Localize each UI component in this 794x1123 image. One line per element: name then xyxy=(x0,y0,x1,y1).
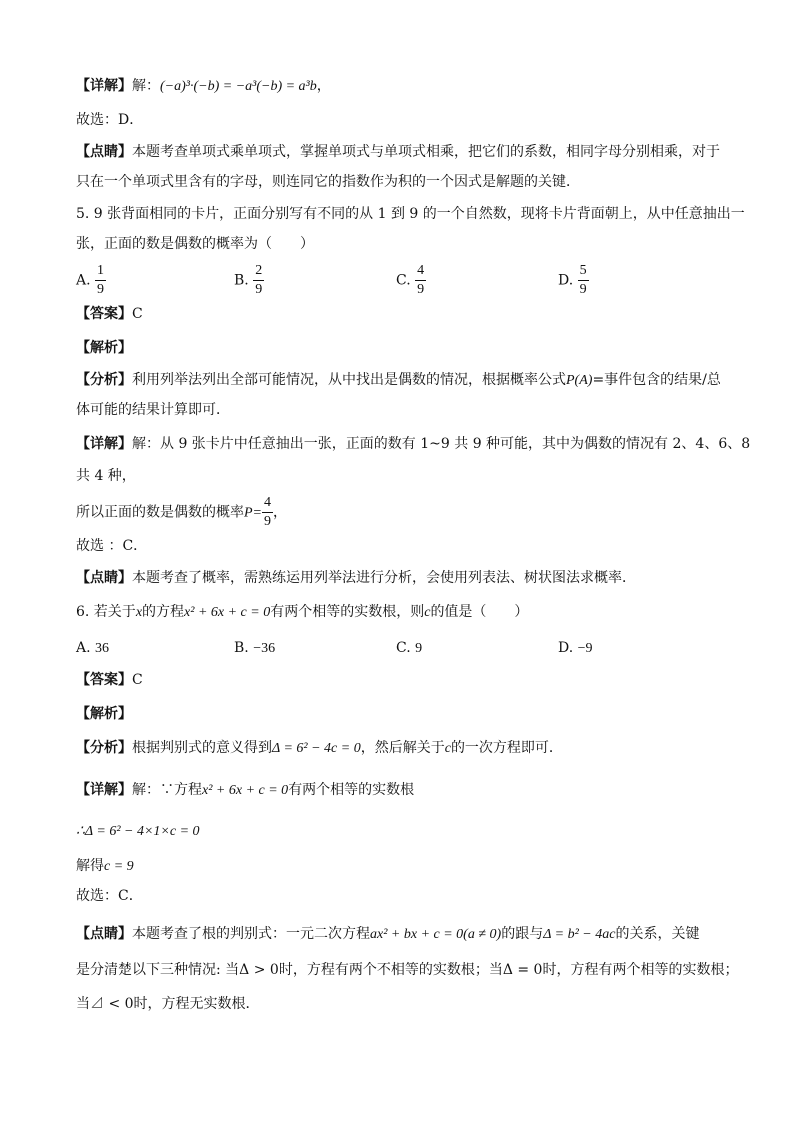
q6-stem-text: 的方程 xyxy=(142,604,185,620)
q6-detail-line xyxy=(76,780,414,801)
q5-comment-text: 本题考查了概率，需熟练运用列举法进行分析，会使用列表法、树状图法求概率． xyxy=(132,570,636,586)
q5-stem-line2: 张，正面的数是偶数的概率为（ ） xyxy=(76,236,314,252)
q6-option-letter: A. xyxy=(76,640,91,656)
q6-solve-line xyxy=(76,856,134,877)
q6-option-d xyxy=(558,638,593,659)
q5-detail-line2: 共 4 种， xyxy=(76,468,136,484)
fraction-denominator: 9 xyxy=(255,282,263,297)
q6-detail-text: 有两个相等的实数根 xyxy=(288,782,415,798)
q5-detail-text: 所以正面的数是偶数的概率 xyxy=(76,504,244,521)
q6-analyze-equation: Δ = 6² − 4c = 0 xyxy=(272,741,361,756)
q4-comment-line2: 只在一个单项式里含有的字母，则连同它的指数作为积的一个因式是解题的关键． xyxy=(76,174,580,190)
q6-therefore-line: ∴Δ = 6² − 4×1×c = 0 xyxy=(76,824,200,839)
fraction-denominator: 9 xyxy=(417,282,425,297)
q5-analysis-label: 【解析】 xyxy=(76,340,132,356)
fraction-numerator: 4 xyxy=(262,494,273,513)
q5-option-c xyxy=(396,262,426,299)
q6-comment-line2: 是分清楚以下三种情况: 当Δ > 0时，方程有两个不相等的实数根；当Δ = 0时，方程有两个相等的实数根； xyxy=(76,962,739,978)
q6-option-letter: B. xyxy=(234,640,249,656)
q5-detail-line1 xyxy=(76,434,750,454)
q6-option-value: −9 xyxy=(577,641,593,656)
comment-label: 【点睛】 xyxy=(76,570,132,586)
q6-analysis-label: 【解析】 xyxy=(76,706,132,722)
q5-probability-fraction xyxy=(262,494,273,531)
q5-option-fraction xyxy=(578,262,589,299)
q5-detail-tail: ， xyxy=(273,504,287,521)
q4-choice: 故选：D． xyxy=(76,112,144,128)
q5-option-letter: B. xyxy=(234,272,249,289)
q5-answer-line xyxy=(76,304,143,324)
fraction-denominator: 9 xyxy=(579,282,587,297)
q4-comment-line1 xyxy=(76,142,720,162)
fraction-numerator: 4 xyxy=(415,262,426,281)
q6-option-letter: D. xyxy=(558,640,574,656)
q6-analyze-text: 的一次方程即可． xyxy=(450,740,563,756)
comment-label: 【点睛】 xyxy=(76,926,132,942)
q5-analyze-line2: 体可能的结果计算即可． xyxy=(76,402,230,418)
q5-option-letter: D. xyxy=(558,272,574,289)
q4-detail-line xyxy=(76,76,331,97)
q6-analyze-text: 根据判别式的意义得到 xyxy=(132,740,272,756)
q5-detail-line3 xyxy=(76,494,287,531)
q5-analyze-formula: P(A) xyxy=(566,373,593,388)
q6-analyze-var-c: c xyxy=(444,741,451,756)
q6-detail-equation: x² + 6x + c = 0 xyxy=(202,783,289,798)
q5-choice: 故选 ：C． xyxy=(76,538,148,554)
q6-option-value: 36 xyxy=(95,641,110,656)
analyze-label: 【分析】 xyxy=(76,740,132,756)
detail-label: 【详解】 xyxy=(76,78,132,94)
fraction-denominator: 9 xyxy=(264,514,271,529)
q6-stem-equation: x² + 6x + c = 0 xyxy=(184,605,271,620)
q6-option-b xyxy=(234,638,275,659)
detail-label: 【详解】 xyxy=(76,436,132,452)
fraction-numerator: 5 xyxy=(578,262,589,281)
q6-stem-text: 有两个相等的实数根，则 xyxy=(270,604,425,620)
q6-choice: 故选：C． xyxy=(76,888,143,904)
q6-comment-equation: ax² + bx + c = 0(a ≠ 0) xyxy=(370,927,502,942)
q6-comment-line1 xyxy=(76,924,699,945)
q5-option-fraction xyxy=(253,262,264,299)
q6-option-c xyxy=(396,638,422,659)
comment-label: 【点睛】 xyxy=(76,144,132,160)
q5-probability-symbol: P= xyxy=(244,505,262,521)
q6-option-letter: C. xyxy=(396,640,411,656)
q6-detail-text: 解：∵方程 xyxy=(132,782,202,798)
q5-detail-text: 解：从 9 张卡片中任意抽出一张，正面的数有 1~9 共 9 种可能，其中为偶数的情况有 2、4、6、8 xyxy=(132,436,751,452)
q5-option-letter: A. xyxy=(76,272,91,289)
q5-option-d xyxy=(558,262,589,299)
q5-option-a xyxy=(76,262,106,299)
q6-analyze-text: ，然后解关于 xyxy=(360,740,445,756)
q6-stem xyxy=(76,602,528,623)
q6-stem-text: 的值是（ ） xyxy=(430,604,529,620)
q6-answer: C xyxy=(132,672,143,688)
q6-comment-text: 的跟与 xyxy=(501,926,544,942)
q5-analyze-line1 xyxy=(76,370,721,391)
q6-comment-line3: 当⊿ < 0时，方程无实数根． xyxy=(76,996,260,1012)
q5-stem-line1: 5. 9 张背面相同的卡片，正面分别写有不同的从 1 到 9 的一个自然数，现将卡片背面朝上，从中任意抽出一 xyxy=(76,206,745,222)
q5-analyze-text: 利用列举法列出全部可能情况，从中找出是偶数的情况，根据概率公式 xyxy=(132,372,566,388)
q6-option-a xyxy=(76,638,109,659)
q6-option-value: 9 xyxy=(415,641,423,656)
q6-comment-discriminant: Δ = b² − 4ac xyxy=(543,927,616,942)
q6-stem-text: 6. 若关于 xyxy=(76,604,136,620)
q6-option-value: −36 xyxy=(253,641,276,656)
answer-label: 【答案】 xyxy=(76,672,132,688)
detail-label: 【详解】 xyxy=(76,782,132,798)
analyze-label: 【分析】 xyxy=(76,372,132,388)
q4-comment-text: 本题考查单项式乘单项式，掌握单项式与单项式相乘，把它们的系数，相同字母分别相乘，对于 xyxy=(132,144,720,160)
q5-answer: C xyxy=(132,306,143,322)
q6-comment-text: 本题考查了根的判别式：一元二次方程 xyxy=(132,926,370,942)
q6-solve-text: 解得 xyxy=(76,858,104,874)
q6-analyze-line xyxy=(76,738,563,759)
q5-option-letter: C. xyxy=(396,272,411,289)
q4-detail-math: (−a)³·(−b) = −a³(−b) = a³b xyxy=(160,79,317,94)
q4-detail-tail: ， xyxy=(316,78,331,94)
q6-stem-var-x: x xyxy=(135,605,143,620)
fraction-numerator: 2 xyxy=(253,262,264,281)
q6-answer-line xyxy=(76,670,143,690)
q4-detail-prefix: 解： xyxy=(132,78,160,94)
fraction-numerator: 1 xyxy=(95,262,106,281)
answer-label: 【答案】 xyxy=(76,306,132,322)
q6-stem-var-c: c xyxy=(424,605,431,620)
q5-comment-line xyxy=(76,568,636,588)
q5-option-fraction xyxy=(415,262,426,299)
q5-option-b xyxy=(234,262,264,299)
q6-solve-equation: c = 9 xyxy=(104,859,134,874)
fraction-denominator: 9 xyxy=(97,282,105,297)
q6-comment-text: 的关系，关键 xyxy=(615,926,700,942)
q5-option-fraction xyxy=(95,262,106,299)
q5-analyze-text-b: =事件包含的结果/总 xyxy=(592,372,721,388)
